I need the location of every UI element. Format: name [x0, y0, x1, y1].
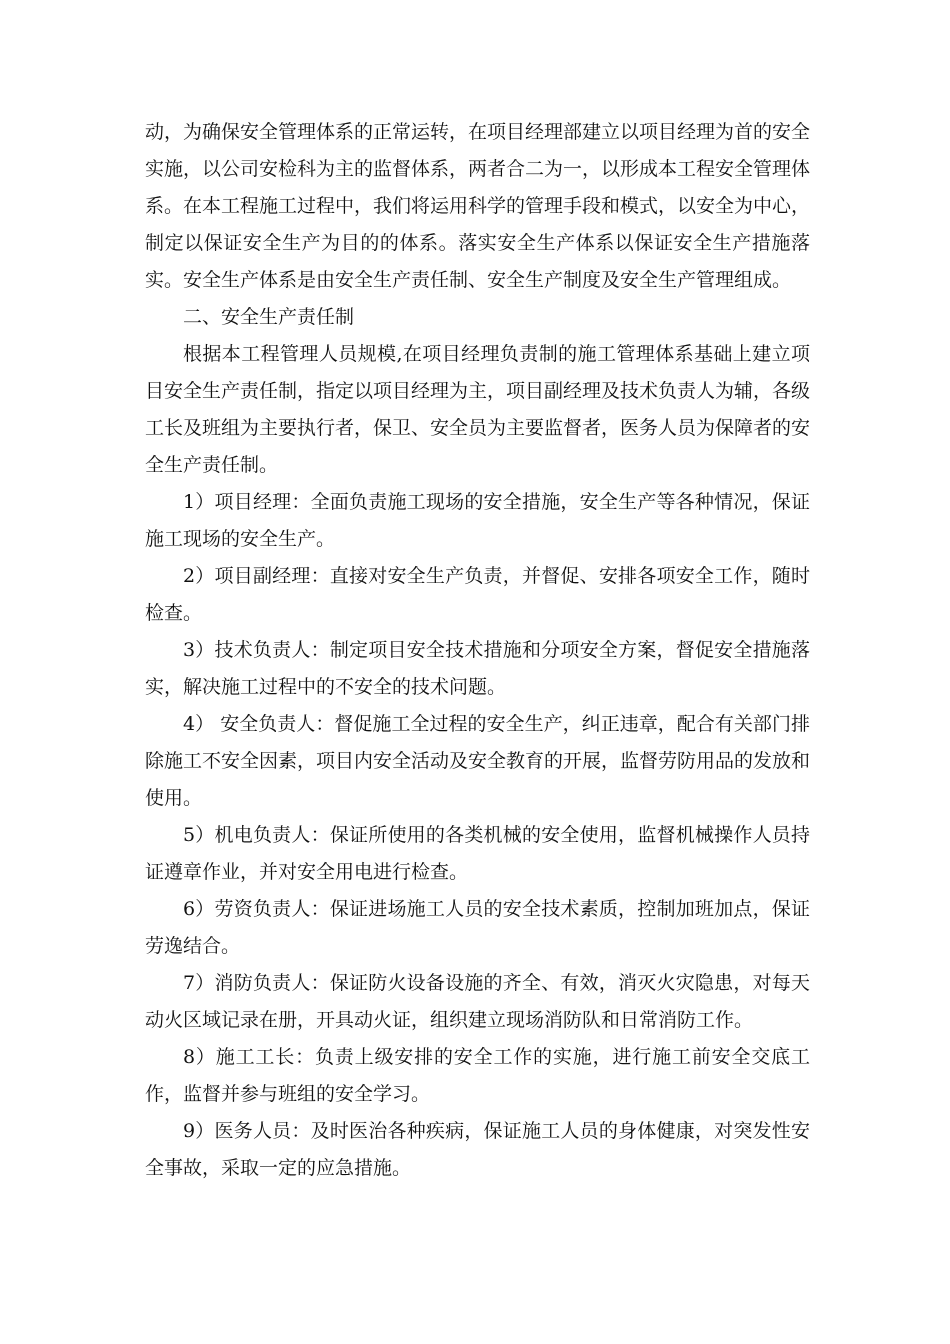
list-item-project-manager: 1）项目经理：全面负责施工现场的安全措施，安全生产等各种情况，保证施工现场的安全生产。	[145, 491, 810, 550]
list-item-safety-lead: 4） 安全负责人：督促施工全过程的安全生产，纠正违章，配合有关部门排除施工不安全因素，项目内安全活动及安全教育的开展，监督劳防用品的发放和使用。	[145, 713, 811, 809]
list-item-fire-lead: 7）消防负责人：保证防火设备设施的齐全、有效，消灭火灾隐患，对每天动火区域记录在册，开具动火证，组织建立现场消防队和日常消防工作。	[145, 972, 810, 1031]
list-item-medical-staff: 9）医务人员：及时医治各种疾病，保证施工人员的身体健康，对突发性安全事故，采取一定的应急措施。	[145, 1120, 810, 1179]
paragraph-intro: 根据本工程管理人员规模,在项目经理负责制的施工管理体系基础上建立项目安全生产责任制，指定以项目经理为主，项目副经理及技术负责人为辅，各级工长及班组为主要执行者，保卫、安全员为主要监督者，医务人员为保障者的安全生产责任制。	[145, 343, 811, 476]
document-body	[145, 114, 810, 1187]
list-item-electromechanical-lead: 5）机电负责人：保证所使用的各类机械的安全使用，监督机械操作人员持证遵章作业，并对安全用电进行检查。	[145, 824, 810, 883]
list-item-technical-lead: 3）技术负责人：制定项目安全技术措施和分项安全方案，督促安全措施落实，解决施工过程中的不安全的技术问题。	[145, 639, 810, 698]
list-item-site-foreman: 8）施工工长：负责上级安排的安全工作的实施，进行施工前安全交底工作，监督并参与班组的安全学习。	[145, 1046, 810, 1105]
section-heading: 二、安全生产责任制	[183, 306, 355, 328]
paragraph-continuation: 动，为确保安全管理体系的正常运转，在项目经理部建立以项目经理为首的安全实施，以公司安检科为主的监督体系，两者合二为一，以形成本工程安全管理体系。在本工程施工过程中，我们将运用科学的管理手段和模式，以安全为中心，制定以保证安全生产为目的的体系。落实安全生产体系以保证安全生产措施落实。安全生产体系是由安全生产责任制、安全生产制度及安全生产管理组成。	[145, 121, 811, 291]
list-item-labor-lead: 6）劳资负责人：保证进场施工人员的安全技术素质，控制加班加点，保证劳逸结合。	[145, 898, 810, 957]
list-item-deputy-manager: 2）项目副经理：直接对安全生产负责，并督促、安排各项安全工作，随时检查。	[145, 565, 810, 624]
